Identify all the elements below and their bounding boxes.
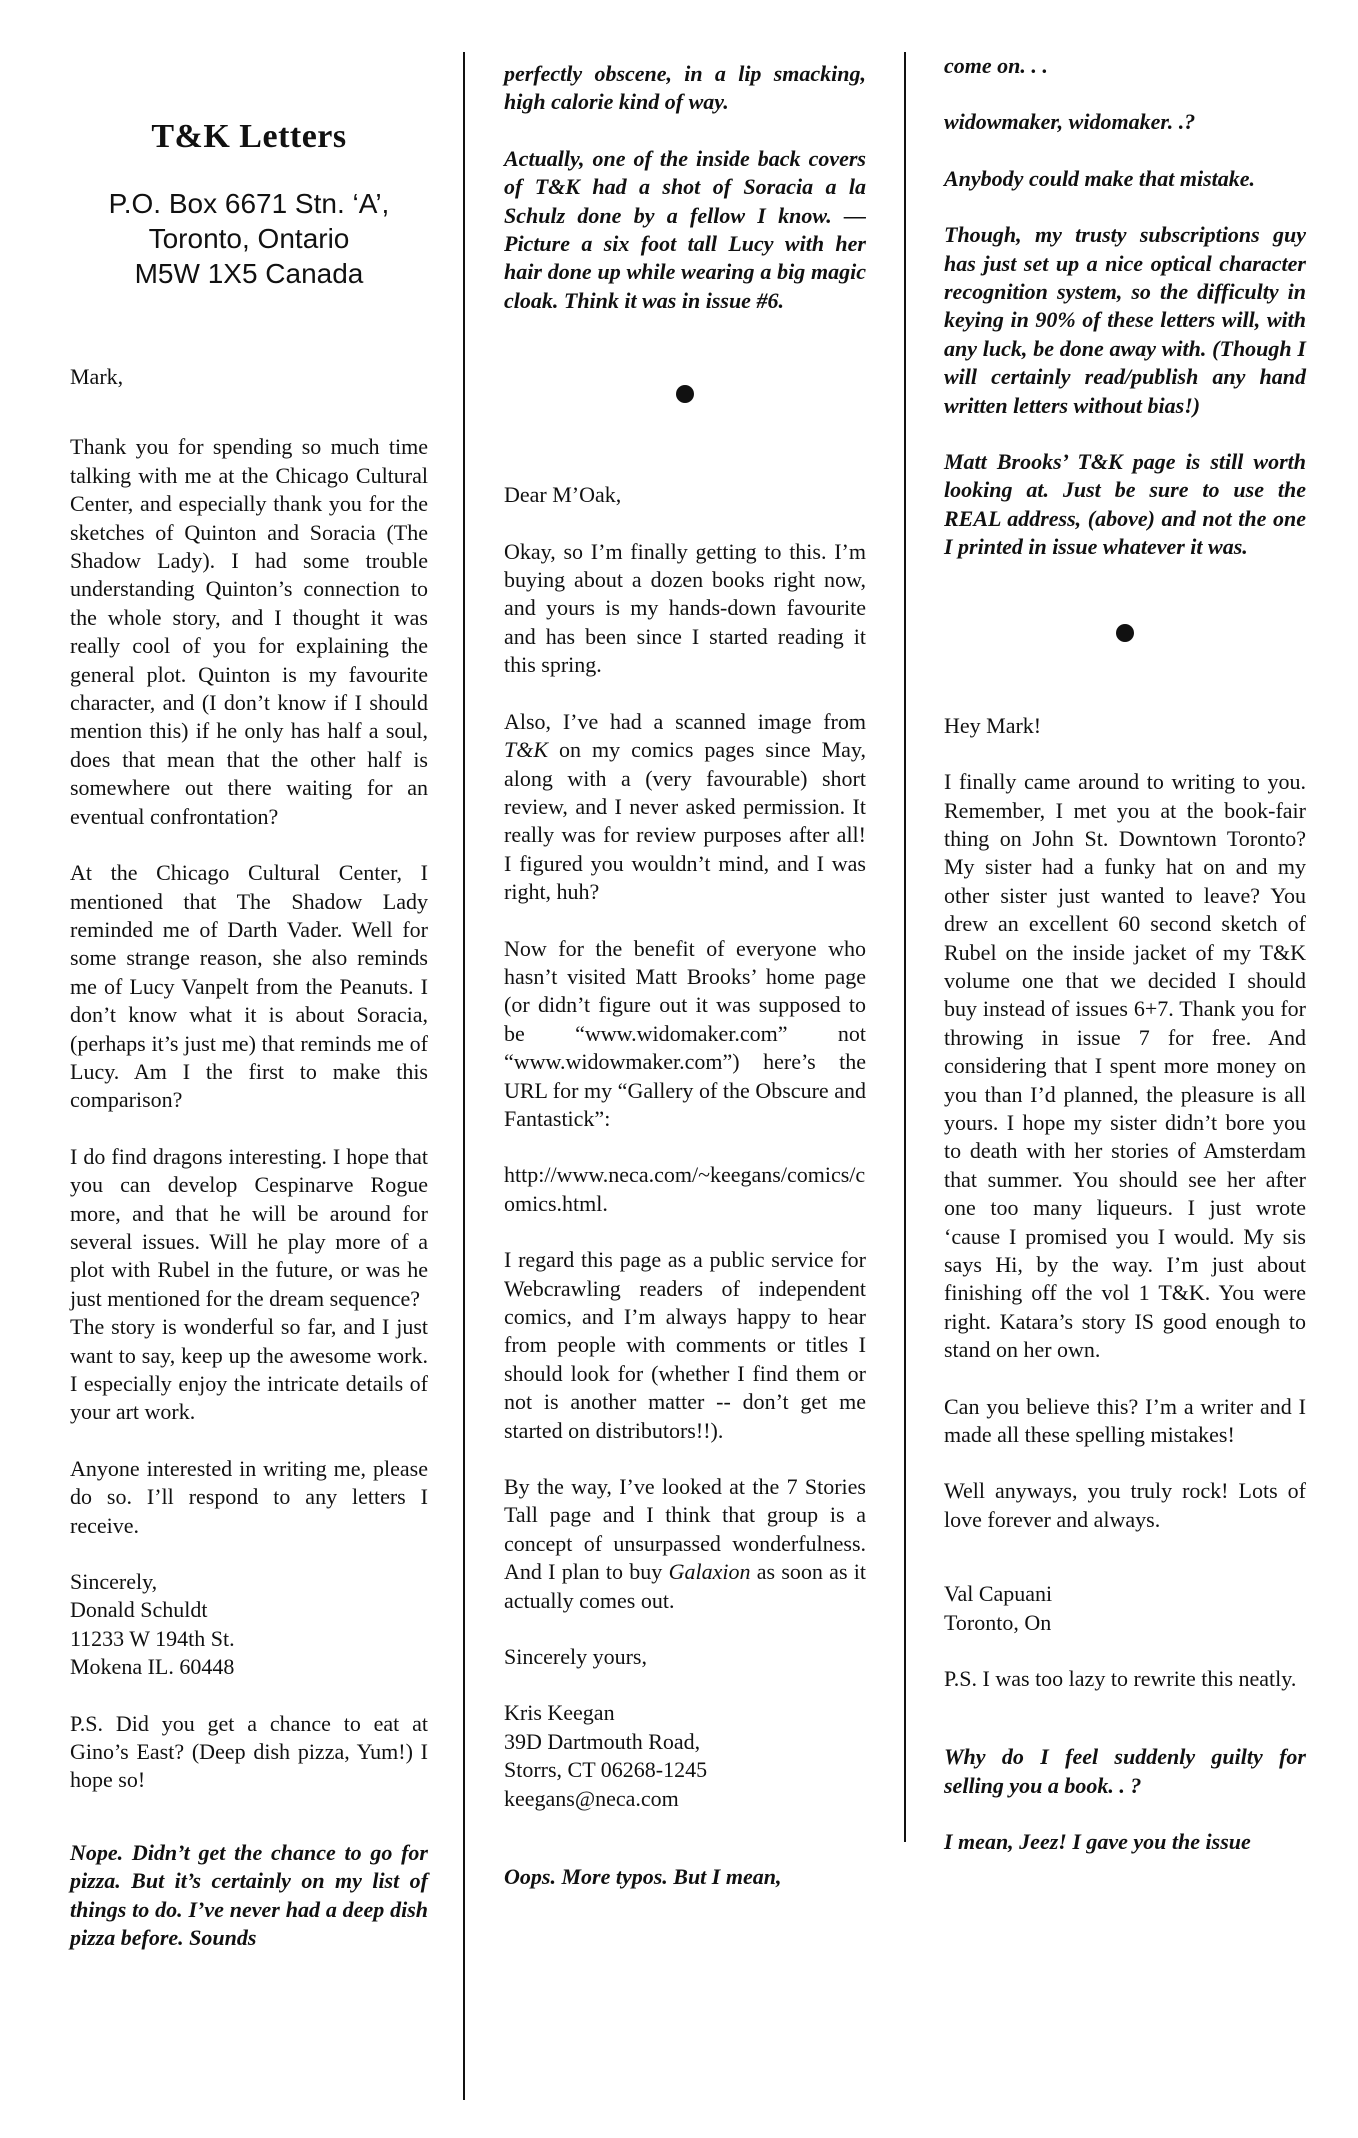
signature-line: Storrs, CT 06268-1245	[504, 1757, 708, 1783]
postscript: P.S. I was too lazy to rewrite this neatly.	[944, 1666, 1297, 1692]
letter-paragraph: Anyone interested in writing me, please do so. I’ll respond to any letters I receive.	[70, 1455, 428, 1538]
text: as soon as it actually comes out.	[504, 1559, 866, 1613]
section-bullet	[1116, 624, 1134, 642]
text: By the way, I’ve looked at the 7 Stories Tall page and I think that group is a concept of unsurpassed wonderfulness. And I plan to buy	[504, 1474, 866, 1585]
letter-paragraph: Okay, so I’m finally getting to this. I’m buying about a dozen books right now, and yours is my hands-down favourite and has been since I started reading it this spring.	[504, 538, 866, 678]
url-text: http://www.neca.com/~keegans/comics/comics.html.	[504, 1162, 866, 1216]
letter-paragraph: I do find dragons interesting. I hope that you can develop Cespinarve Rogue more, and that he will be around for several issues. Will he play more of a plot with Rubel in the future, or was he just mentioned for the dream sequence?	[70, 1143, 428, 1311]
editor-reply: Oops. More typos. But I mean,	[504, 1864, 782, 1890]
column-divider-left	[463, 52, 465, 2100]
letter-paragraph: The story is wonderful so far, and I just want to say, keep up the awesome work. I especially enjoy the intricate details of your art work.	[70, 1314, 428, 1425]
letter-signature	[944, 1580, 1306, 1637]
page-title: T&K Letters	[151, 118, 347, 155]
signature-line: 11233 W 194th St.	[70, 1625, 235, 1651]
letter-salutation: Hey Mark!	[944, 712, 1042, 738]
address-line: M5W 1X5 Canada	[134, 258, 364, 289]
signature-line: 39D Dartmouth Road,	[504, 1728, 701, 1754]
signature-line: keegans@neca.com	[504, 1785, 679, 1811]
letter-signature	[70, 1568, 428, 1682]
letter-paragraph: Now for the benefit of everyone who hasn’t visited Matt Brooks’ home page (or didn’t figure out it was supposed to be “www.widomaker.com” not “www.widowmaker.com”) here’s the URL for my “Gallery of the Obscure and Fantastick”:	[504, 935, 866, 1131]
column-divider-right	[904, 52, 906, 1842]
editor-reply: come on. . .	[944, 53, 1048, 78]
title-italic: Galaxion	[668, 1559, 751, 1585]
column-2	[504, 0, 866, 1892]
column-1	[70, 0, 428, 1953]
editor-reply: Nope. Didn’t get the chance to go for pizza. But it’s certainly on my list of things to do. I’ve never had a deep dish pizza before. Sounds	[70, 1839, 428, 1951]
signature-line: Donald Schuldt	[70, 1597, 208, 1623]
letter-salutation: Mark,	[70, 364, 124, 389]
editor-reply: widowmaker, widomaker. .?	[944, 109, 1196, 135]
mailing-address	[70, 186, 428, 291]
letter-salutation: Dear M’Oak,	[504, 482, 622, 508]
editor-reply: Actually, one of the inside back covers of T&K had a shot of Soracia a la Schulz done by a fellow I know. —Picture a six foot tall Lucy with her hair done up while wearing a big magic cloak. Think it was in issue #6.	[504, 145, 866, 313]
title-italic: T&K	[504, 737, 549, 763]
letter-paragraph: Well anyways, you truly rock! Lots of love forever and always.	[944, 1478, 1306, 1532]
column-3	[944, 0, 1306, 1857]
editor-reply: Anybody could make that mistake.	[944, 165, 1256, 191]
postscript: P.S. Did you get a chance to eat at Gino’s East? (Deep dish pizza, Yum!) I hope so!	[70, 1710, 428, 1793]
letter-signature	[504, 1699, 866, 1813]
editor-reply: Though, my trusty subscriptions guy has just set up a nice optical character recognition system, so the difficulty in keying in 90% of these letters will, with any luck, be done away with. (Though I will certainly read/publish any hand written letters without bias!)	[944, 222, 1306, 418]
letter-paragraph: I regard this page as a public service for Webcrawling readers of independent comics, and I’m always happy to hear from people with comments or titles I should look for (whether I find them or not is another matter -- don’t get me started on distributors!!).	[504, 1247, 866, 1443]
editor-reply: perfectly obscene, in a lip smacking, high calorie kind of way.	[504, 61, 866, 115]
letter-paragraph: I finally came around to writing to you. Remember, I met you at the book-fair thing on John St. Downtown Toronto? My sister had a funky hat on and my other sister just wanted to leave? You drew an excellent 60 second sketch of Rubel on the inside jacket of my T&K volume one that we decided I should buy instead of issues 6+7. Thank you for throwing in issue 7 for free. And considering that I spent more money on you than I’d planned, the pleasure is all yours. I hope my sister didn’t bore you to death with her stories of Amsterdam that summer. You should see her after one too many liqueurs. I just wrote ‘cause I promised you I would. My sis says Hi, by the way. I’m just about finishing off the vol 1 T&K. You were right. Katara’s story IS good enough to stand on her own.	[944, 769, 1306, 1363]
signature-line: Kris Keegan	[504, 1700, 615, 1726]
text: Also, I’ve had a scanned image from	[504, 708, 866, 734]
letter-paragraph: Can you believe this? I’m a writer and I made all these spelling mistakes!	[944, 1393, 1306, 1448]
closing: Sincerely,	[70, 1569, 158, 1595]
editor-reply: Matt Brooks’ T&K page is still worth looking at. Just be sure to use the REAL address, (above) and not the one I printed in issue whatever it was.	[944, 449, 1306, 560]
editor-reply: I mean, Jeez! I gave you the issue	[944, 1829, 1251, 1855]
address-line: P.O. Box 6671 Stn. ‘A’,	[108, 188, 390, 219]
section-bullet	[676, 385, 694, 403]
letter-paragraph	[504, 1473, 866, 1615]
masthead	[70, 118, 428, 291]
letter-paragraph	[504, 708, 866, 907]
signature-line: Toronto, On	[944, 1609, 1052, 1635]
closing: Sincerely yours,	[504, 1644, 647, 1670]
signature-line: Mokena IL. 60448	[70, 1654, 235, 1680]
text: on my comics pages since May, along with a (very favourable) short review, and I never asked permission. It really was for review purposes after all! I figured you wouldn’t mind, and I was right, huh?	[504, 737, 866, 905]
address-line: Toronto, Ontario	[148, 223, 350, 254]
signature-line: Val Capuani	[944, 1581, 1053, 1607]
letter-paragraph: At the Chicago Cultural Center, I mentioned that The Shadow Lady reminded me of Darth Vader. Well for some strange reason, she also reminds me of Lucy Vanpelt from the Peanuts. I don’t know what it is about Soracia, (perhaps it’s just me) that reminds me of Lucy. Am I the first to make this comparison?	[70, 860, 428, 1113]
editor-reply: Why do I feel suddenly guilty for selling you a book. . ?	[944, 1744, 1306, 1798]
letter-paragraph: Thank you for spending so much time talking with me at the Chicago Cultural Center, and especially thank you for the sketches of Quinton and Soracia (The Shadow Lady). I had some trouble understanding Quinton’s connection to the whole story, and I thought it was really cool of you for explaining the general plot. Quinton is my favourite character, and (I don’t know if I should mention this) if he only has half a soul, does that mean that the other half is somewhere out there waiting for an eventual confrontation?	[70, 434, 428, 829]
